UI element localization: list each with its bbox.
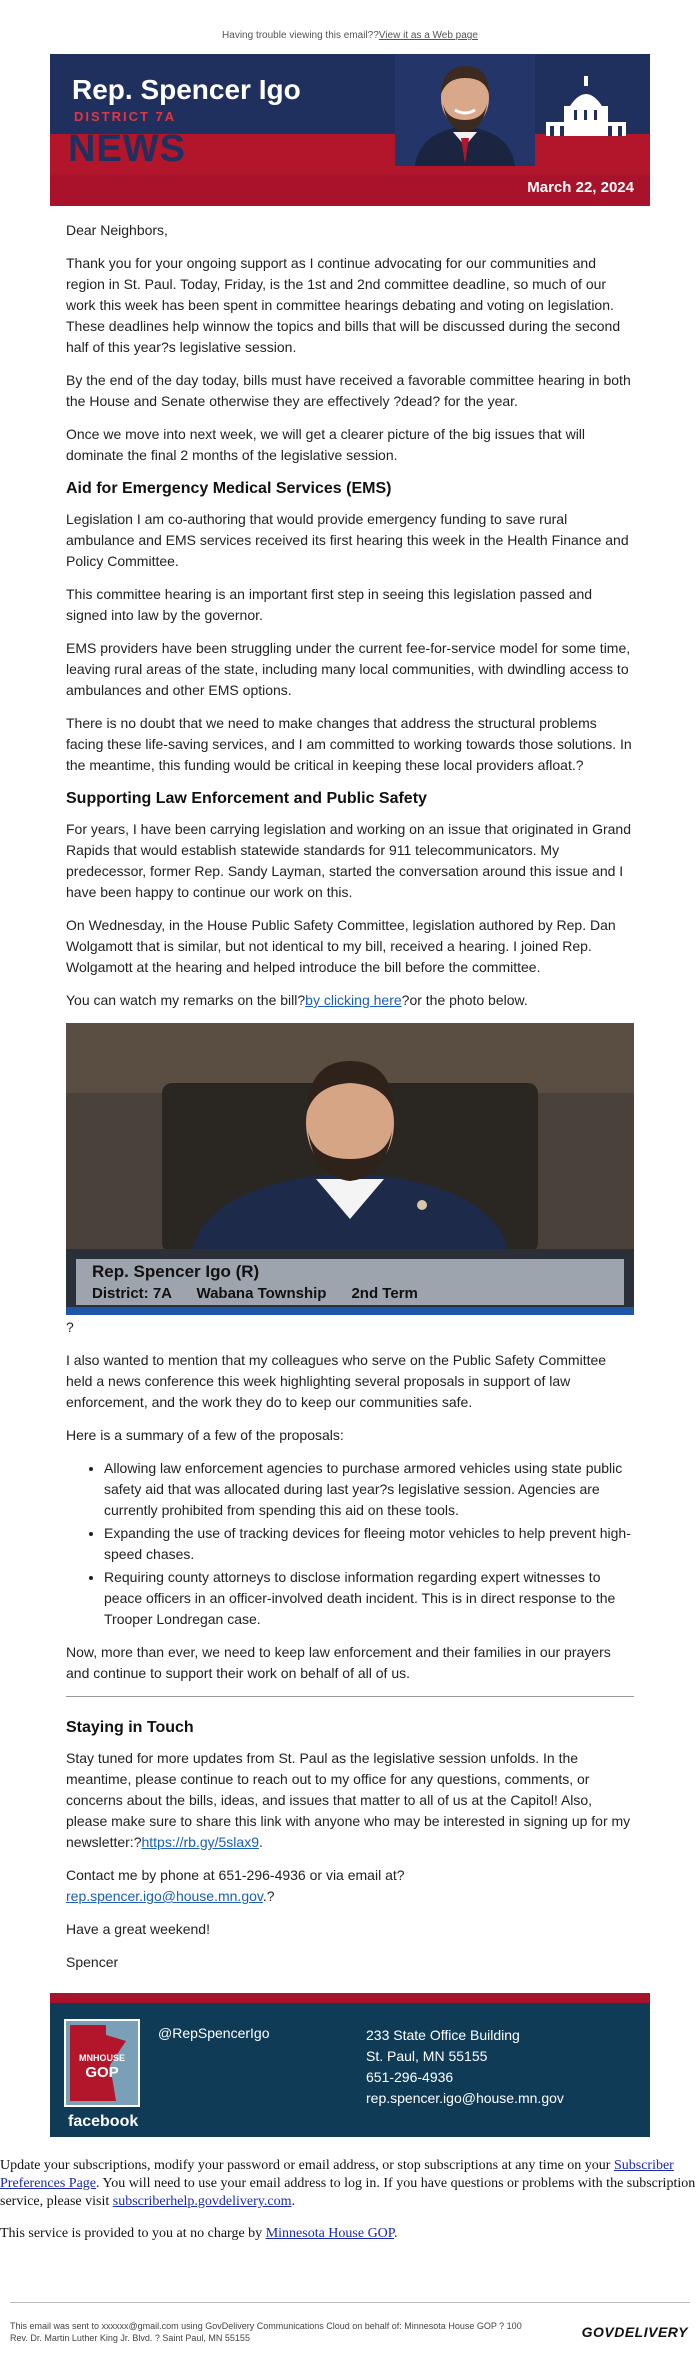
law-paragraph-2: On Wednesday, in the House Public Safety Committee, legislation authored by Rep. Dan Wolgamott that is similar, but not identical to my bill, received a hearing. I joined Rep. Wolgamott at the hearing and helped introduce the bill before the committee. [66, 917, 616, 975]
ems-paragraph-1: Legislation I am co-authoring that would provide emergency funding to save rural ambulance and EMS services received its first hearing this week in the Health Finance and Policy Committee. [66, 511, 629, 569]
list-item: • Allowing law enforcement agencies to purchase armored vehicles using state public safety aid that was allocated during last year?s legislative session. Agencies are currently prohibited from spending this aid on these tools. [104, 1458, 634, 1521]
closing: Have a great weekend! [66, 1921, 210, 1937]
touch-text-post: . [259, 1834, 263, 1850]
law-paragraph-4: I also wanted to mention that my colleagues who serve on the Public Safety Committee held a news conference this week highlighting several proposals in support of law enforcement, and the work they do to keep our communities safe. [66, 1352, 607, 1410]
preheader [0, 0, 700, 54]
banner-district: DISTRICT 7A [74, 109, 177, 124]
contact-text-post: .? [262, 1888, 275, 1904]
email-container [50, 54, 650, 2137]
touch-paragraph-1 [66, 1748, 634, 1853]
photo-caption-name: Rep. Spencer Igo (R) [92, 1262, 260, 1281]
banner-title: Rep. Spencer Igo [72, 74, 301, 105]
watch-text-post: ?or the photo below. [401, 992, 528, 1008]
capitol-icon [536, 64, 636, 144]
office-address [366, 2025, 564, 2109]
newsletter-signup-link[interactable]: https://rb.gy/5slax9 [141, 1834, 259, 1850]
minnesota-house-gop-link[interactable]: Minnesota House GOP [265, 2226, 395, 2241]
law-paragraph-1: For years, I have been carrying legislation and working on an issue that originated in Grand Rapids that would establish statewide standards for 911 telecommunicators. My predecessor, former Rep. Sandy Layman, started the conversation around this issue and I have been happy to continue our work on this. [66, 821, 631, 900]
subscriber-help-link[interactable]: subscriberhelp.govdelivery.com [112, 2194, 292, 2209]
mnhouse-gop-logo[interactable] [64, 2019, 140, 2107]
footer-contact-block [50, 2003, 650, 2137]
facebook-link[interactable]: facebook [68, 2113, 139, 2130]
greeting: Dear Neighbors, [66, 222, 168, 238]
fine-print-line-1: This email was sent to xxxxxx@gmail.com using GovDelivery Communications Cloud on behalf of: Minnesota House GOP ? 100 [10, 2321, 522, 2331]
intro-paragraph-2: By the end of the day today, bills must have received a favorable committee hearing in both the House and Senate otherwise they are effectively ?dead? for the year. [66, 372, 631, 409]
touch-text: Stay tuned for more updates from St. Paul as the legislative session unfolds. In the meantime, please continue to reach out to my office for any questions, comments, or concerns about the bills, ideas, and issues that matter to all of us at the Capitol! Also, please make sure to share this link with anyone who may be interested in signing up for my newsletter:? [66, 1750, 631, 1850]
preheader-text: Having trouble viewing this email?? [222, 30, 379, 41]
email-link[interactable]: rep.spencer.igo@house.mn.gov [66, 1888, 263, 1904]
staying-in-touch-heading: Staying in Touch [66, 1719, 194, 1736]
proposals-list [66, 1458, 634, 1630]
newsletter-date: March 22, 2024 [527, 179, 634, 196]
law-paragraph-5: Here is a summary of a few of the proposals: [66, 1427, 344, 1443]
office-phone: 651-296-4936 [366, 2069, 454, 2085]
hearing-video-thumbnail[interactable] [66, 1023, 634, 1315]
law-paragraph-6: Now, more than ever, we need to keep law enforcement and their families in our prayers and continue to support their work on behalf of all of us. [66, 1644, 611, 1681]
list-item: • Requiring county attorneys to disclose information regarding expert witnesses to peace officers in an officer-involved death incident. This is in direct response to the Trooper Londregan case. [104, 1567, 634, 1630]
contact-text: Contact me by phone at 651-296-4936 or via email at? [66, 1867, 405, 1883]
web-page-link[interactable]: View it as a Web page [378, 30, 478, 41]
subscription-legal [0, 2137, 700, 2243]
legal-text-2: . You will need to use your email address to log in. If you have questions or problems with the subscription service, please visit [0, 2176, 696, 2209]
watch-text: You can watch my remarks on the bill? [66, 992, 306, 1008]
header-banner [50, 54, 650, 206]
legal-text-4: This service is provided to you at no charge by [0, 2226, 266, 2241]
ems-heading: Aid for Emergency Medical Services (EMS) [66, 480, 392, 497]
govdelivery-logo[interactable]: GOVDELIVERY [581, 2324, 688, 2340]
photo-trailing-char: ? [66, 1319, 74, 1335]
touch-paragraph-2 [66, 1865, 634, 1907]
law-enforcement-heading: Supporting Law Enforcement and Public Safety [66, 790, 427, 807]
minnesota-map-icon [66, 2021, 138, 2105]
address-line-1: 233 State Office Building [366, 2027, 520, 2043]
legal-text-1: Update your subscriptions, modify your password or email address, or stop subscriptions at any time on your [0, 2158, 614, 2173]
photo-caption-details: District: 7A Wabana Township 2nd Term [92, 1285, 418, 1302]
footer-red-bar [50, 1993, 650, 2003]
legal-text-5: . [394, 2226, 398, 2241]
section-divider [66, 1696, 634, 1697]
portrait-image [395, 54, 535, 166]
banner-news: NEWS [68, 128, 186, 170]
ems-paragraph-4: There is no doubt that we need to make changes that address the structural problems facing these life-saving services, and I am committed to working towards those solutions. In the meantime, this funding would be critical in keeping these local providers afloat.? [66, 715, 632, 773]
legal-text-3: . [291, 2194, 295, 2209]
logo-text-mnhouse: MNHOUSE [78, 2053, 126, 2063]
logo-text-gop: GOP [85, 2064, 119, 2081]
signature: Spencer [66, 1954, 119, 1970]
social-handle[interactable]: @RepSpencerIgo [158, 2025, 270, 2041]
law-paragraph-3 [66, 990, 634, 1011]
subscriber-preferences-link[interactable]: Subscriber Preferences Page [0, 2158, 674, 2191]
watch-remarks-link[interactable]: by clicking here [305, 992, 402, 1008]
legal-paragraph-2 [0, 2225, 700, 2243]
newsletter-body [50, 206, 650, 1973]
fine-print [10, 2320, 522, 2344]
ems-paragraph-2: This committee hearing is an important first step in seeing this legislation passed and signed into law by the governor. [66, 586, 593, 623]
ems-paragraph-3: EMS providers have been struggling under the current fee-for-service model for some time, leaving rural areas of the state, including many local communities, with dwindling access to ambulances and other EMS options. [66, 640, 631, 698]
office-email[interactable]: rep.spencer.igo@house.mn.gov [366, 2090, 564, 2106]
intro-paragraph-1: Thank you for your ongoing support as I continue advocating for our communities and region in St. Paul. Today, Friday, is the 1st and 2nd committee deadline, so much of our work this week has been spent in committee hearings debating and voting on legislation. These deadlines help winnow the topics and bills that will be discussed during the second half of this year?s legislative session. [66, 255, 621, 355]
legal-paragraph-1 [0, 2157, 700, 2211]
fine-print-line-2: Rev. Dr. Martin Luther King Jr. Blvd. ? Saint Paul, MN 55155 [10, 2333, 250, 2343]
intro-paragraph-3: Once we move into next week, we will get a clearer picture of the big issues that will dominate the final 2 months of the legislative session. [66, 426, 586, 463]
address-line-2: St. Paul, MN 55155 [366, 2048, 488, 2064]
list-item: • Expanding the use of tracking devices for fleeing motor vehicles to help prevent high-speed chases. [104, 1523, 634, 1565]
fine-print-divider [10, 2302, 690, 2303]
